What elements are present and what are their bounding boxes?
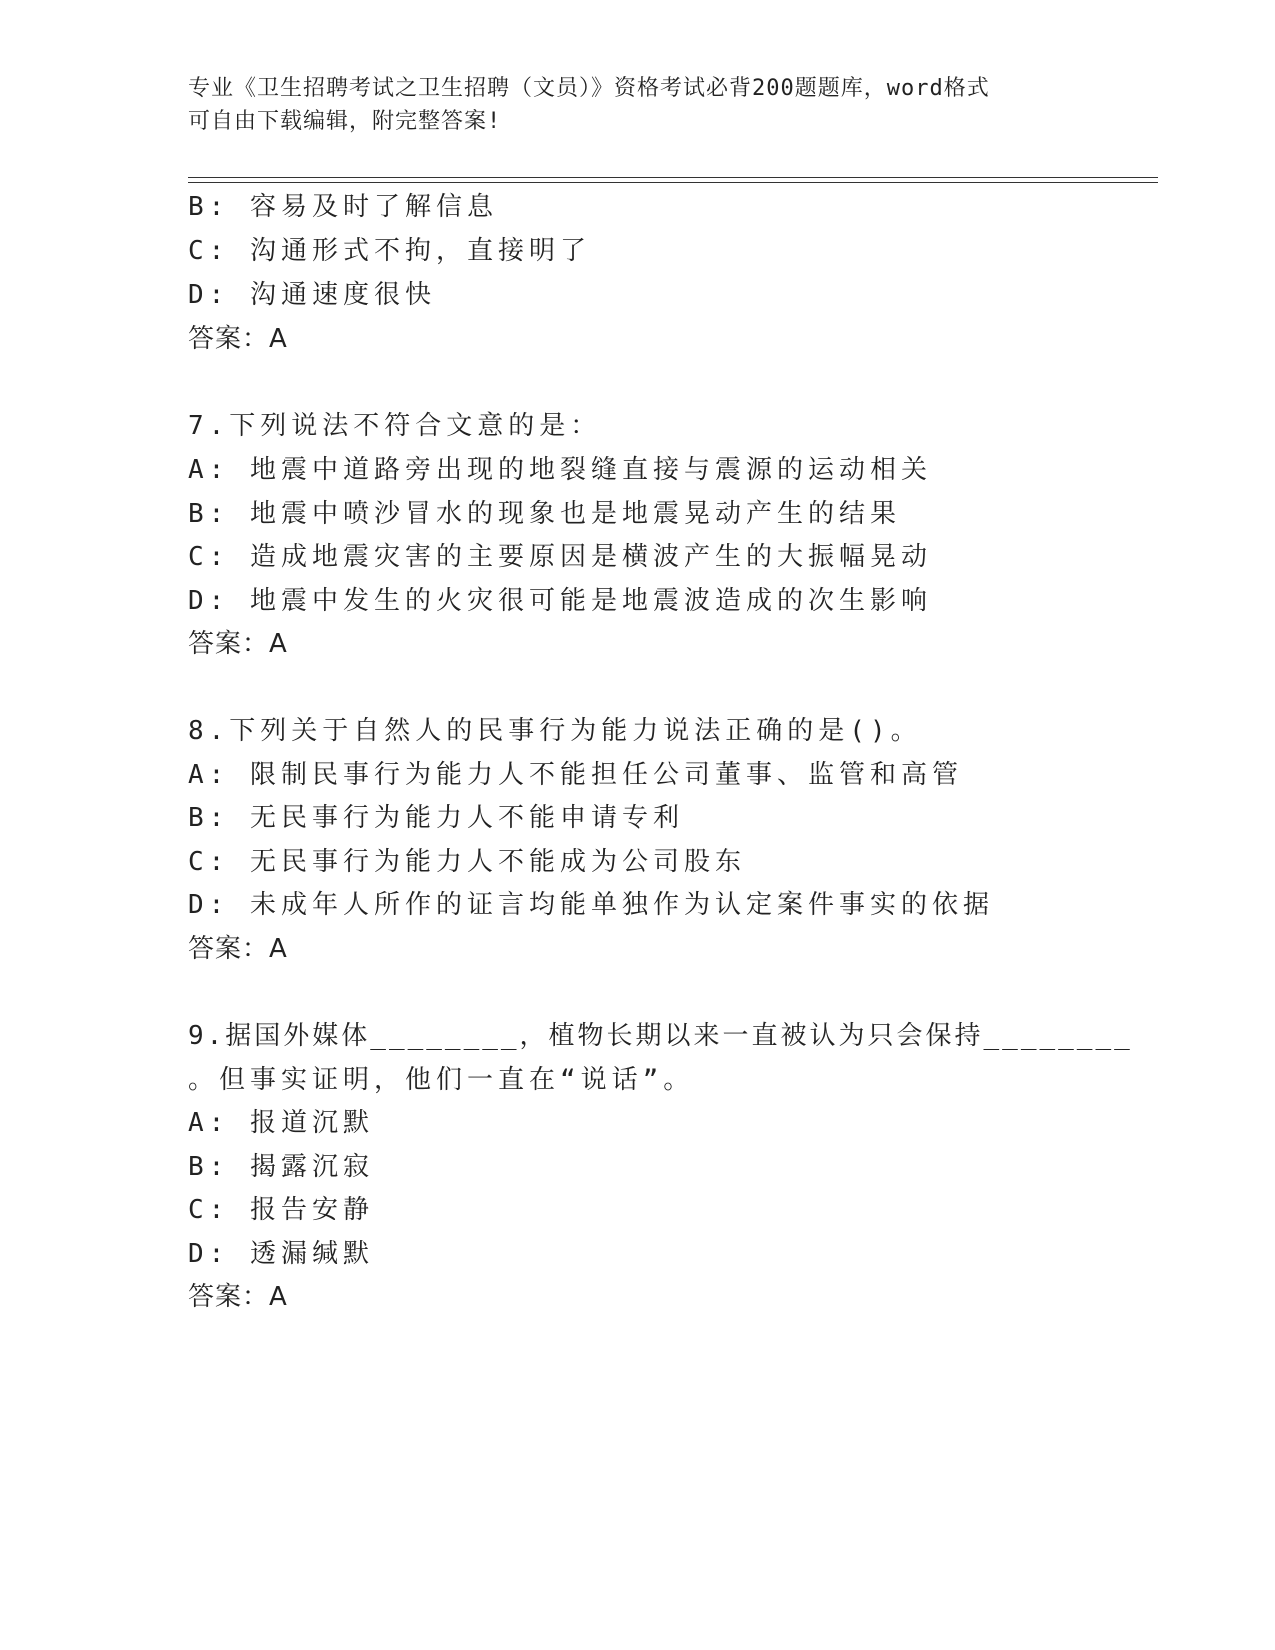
- document-header: [188, 72, 1088, 138]
- q6-option-b: B: 容易及时了解信息: [188, 192, 498, 222]
- q6-answer: 答案：A: [188, 324, 288, 354]
- q7-option-a: A: 地震中道路旁出现的地裂缝直接与震源的运动相关: [188, 455, 932, 485]
- q8-option-b: B: 无民事行为能力人不能申请专利: [188, 803, 684, 833]
- q7-option-c: C: 造成地震灾害的主要原因是横波产生的大振幅晃动: [188, 542, 932, 572]
- q8-stem: 8.下列关于自然人的民事行为能力说法正确的是()。: [188, 716, 922, 746]
- q7-option-b: B: 地震中喷沙冒水的现象也是地震晃动产生的结果: [188, 499, 901, 529]
- q7-answer: 答案：A: [188, 629, 288, 659]
- q9-option-b: B: 揭露沉寂: [188, 1152, 374, 1182]
- header-line-2: 可自由下载编辑，附完整答案!: [188, 109, 502, 134]
- q8-option-d: D: 未成年人所作的证言均能单独作为认定案件事实的依据: [188, 890, 994, 920]
- q9-option-d: D: 透漏缄默: [188, 1239, 374, 1269]
- q9-stem-line-1: 9.据国外媒体________，植物长期以来一直被认为只会保持________: [188, 1021, 1133, 1051]
- q8-option-a: A: 限制民事行为能力人不能担任公司董事、监管和高管: [188, 760, 963, 790]
- q6-option-d: D: 沟通速度很快: [188, 280, 436, 310]
- q9-answer: 答案：A: [188, 1282, 288, 1312]
- q9-stem-line-2: 。但事实证明，他们一直在“说话”。: [188, 1065, 695, 1095]
- header-divider-top: [188, 177, 1158, 178]
- q9-option-a: A: 报道沉默: [188, 1108, 374, 1138]
- q7-option-d: D: 地震中发生的火灾很可能是地震波造成的次生影响: [188, 586, 932, 616]
- header-divider-bottom: [188, 182, 1158, 183]
- header-line-1: 专业《卫生招聘考试之卫生招聘（文员）》资格考试必背200题题库，word格式: [188, 76, 990, 101]
- q6-option-c: C: 沟通形式不拘，直接明了: [188, 236, 591, 266]
- q9-option-c: C: 报告安静: [188, 1195, 374, 1225]
- q8-option-c: C: 无民事行为能力人不能成为公司股东: [188, 847, 746, 877]
- q7-stem: 7.下列说法不符合文意的是：: [188, 411, 602, 441]
- q8-answer: 答案：A: [188, 934, 288, 964]
